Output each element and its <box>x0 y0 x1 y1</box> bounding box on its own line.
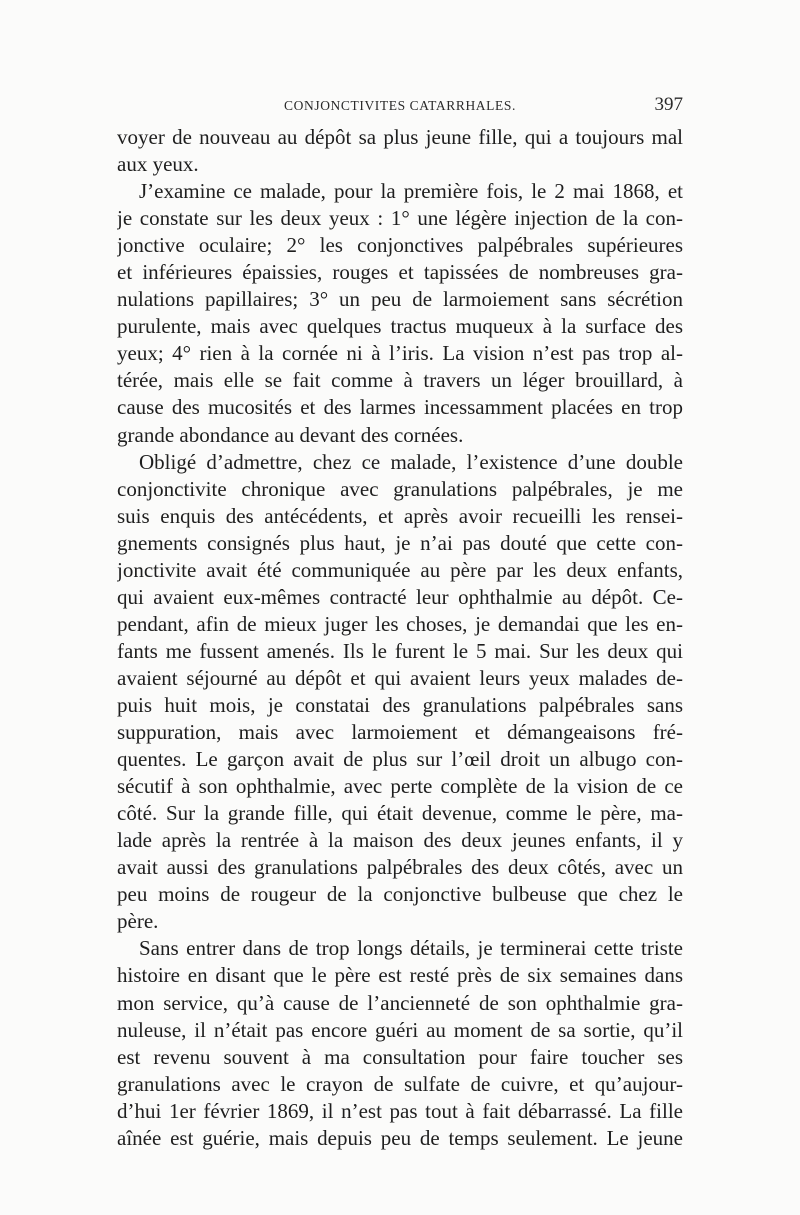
text-line: aux yeux. <box>117 152 199 177</box>
text-line: avaient séjourné au dépôt et qui avaient leurs yeux malades de- <box>117 665 683 690</box>
text-line: J’examine ce malade, pour la première fois, le 2 mai 1868, et <box>139 179 683 204</box>
text-line: et inférieures épaissies, rouges et tapissées de nombreuses gra- <box>117 260 683 285</box>
text-line: conjonctivite chronique avec granulations palpébrales, je me <box>117 476 683 501</box>
text-line: qui avaient eux-mêmes contracté leur ophthalmie au dépôt. Ce- <box>117 584 683 609</box>
text-line: mon service, qu’à cause de l’ancienneté de son ophthalmie gra- <box>117 990 683 1015</box>
text-line: sécutif à son ophthalmie, avec perte complète de la vision de ce <box>117 774 683 799</box>
text-line: purulente, mais avec quelques tractus muqueux à la surface des <box>117 314 683 339</box>
body-text <box>117 124 683 1152</box>
text-line: suppuration, mais avec larmoiement et démangeaisons fré- <box>117 720 683 745</box>
running-title: CONJONCTIVITES CATARRHALES. <box>284 98 516 113</box>
text-line: Obligé d’admettre, chez ce malade, l’existence d’une double <box>139 449 683 474</box>
text-line: Sans entrer dans de trop longs détails, je terminerai cette triste <box>139 936 683 961</box>
text-line: cause des mucosités et des larmes incessamment placées en trop <box>117 395 683 420</box>
text-line: est revenu souvent à ma consultation pour faire toucher ses <box>117 1044 683 1069</box>
text-line: nuleuse, il n’était pas encore guéri au moment de sa sortie, qu’il <box>117 1017 683 1042</box>
text-line: jonctive oculaire; 2° les conjonctives palpébrales supérieures <box>117 233 683 258</box>
text-line: peu moins de rougeur de la conjonctive bulbeuse que chez le <box>117 882 683 907</box>
text-line: nulations papillaires; 3° un peu de larmoiement sans sécrétion <box>117 287 683 312</box>
text-line: gnements consignés plus haut, je n’ai pas douté que cette con- <box>117 530 683 555</box>
text-line: yeux; 4° rien à la cornée ni à l’iris. La vision n’est pas trop al- <box>117 341 683 366</box>
text-line: lade après la rentrée à la maison des deux jeunes enfants, il y <box>117 828 683 853</box>
text-line: père. <box>117 909 159 934</box>
text-line: je constate sur les deux yeux : 1° une légère injection de la con- <box>117 206 683 231</box>
text-line: avait aussi des granulations palpébrales des deux côtés, avec un <box>117 855 683 880</box>
running-head <box>117 94 683 120</box>
text-line: d’hui 1er février 1869, il n’est pas tout à fait débarrassé. La fille <box>117 1098 683 1123</box>
text-line: jonctivite avait été communiquée au père par les deux enfants, <box>117 557 683 582</box>
text-line: voyer de nouveau au dépôt sa plus jeune fille, qui a toujours mal <box>117 125 683 149</box>
text-line: histoire en disant que le père est resté près de six semaines dans <box>117 963 683 988</box>
text-line: aînée est guérie, mais depuis peu de temps seulement. Le jeune <box>117 1125 683 1150</box>
page-number: 397 <box>654 94 683 115</box>
text-line: fants me fussent amenés. Ils le furent le 5 mai. Sur les deux qui <box>117 638 683 663</box>
text-line: côté. Sur la grande fille, qui était devenue, comme le père, ma- <box>117 801 683 826</box>
text-line: puis huit mois, je constatai des granulations palpébrales sans <box>117 692 683 717</box>
text-line: quentes. Le garçon avait de plus sur l’œil droit un albugo con- <box>117 747 683 772</box>
text-line: térée, mais elle se fait comme à travers un léger brouillard, à <box>117 368 683 393</box>
text-line: suis enquis des antécédents, et après avoir recueilli les rensei- <box>117 503 683 528</box>
text-line: grande abondance au devant des cornées. <box>117 422 464 447</box>
text-line: granulations avec le crayon de sulfate de cuivre, et qu’aujour- <box>117 1071 683 1096</box>
text-line: pendant, afin de mieux juger les choses, je demandai que les en- <box>117 611 683 636</box>
